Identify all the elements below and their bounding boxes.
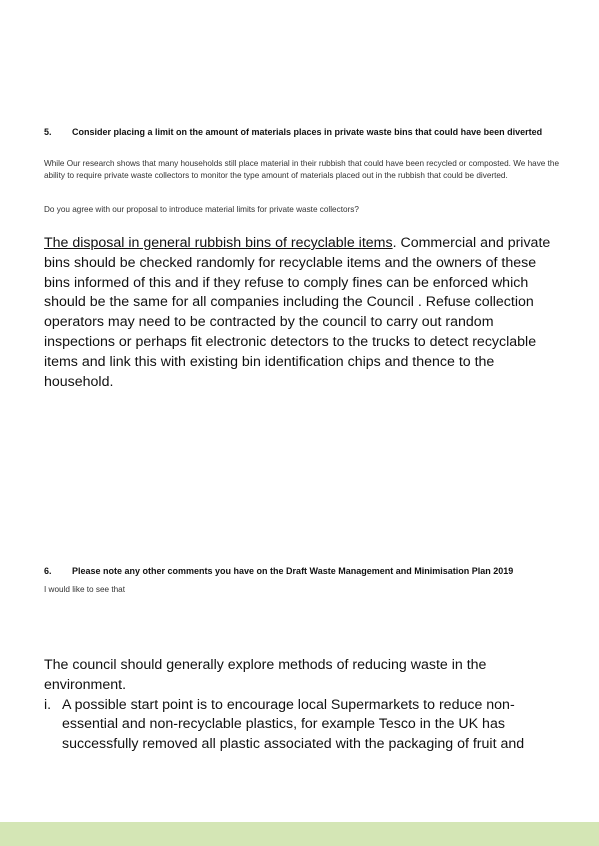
question-5-prompt: Do you agree with our proposal to introduce material limits for private waste collectors? (44, 205, 359, 214)
question-6-answer-intro: The council should generally explore methods of reducing waste in the environment. (44, 657, 487, 693)
question-5-answer-underlined: The disposal in general rubbish bins of recyclable items (44, 235, 393, 251)
question-5-heading (44, 126, 544, 138)
question-6-heading (44, 565, 544, 577)
question-5-title: Consider placing a limit on the amount of materials places in private waste bins that could have been diverted (72, 127, 543, 137)
question-6-answer[interactable] (44, 656, 564, 755)
question-5-number: 5. (44, 127, 52, 137)
question-5-answer-rest: . Commercial and private bins should be checked randomly for recyclable items and the owners of these bins informed of this and if they refuse to comply fines can be enforced which should be the same for all companies including the Council . Refuse collection operators may need to be contracted by the council to carry out random inspections or perhaps fit electronic detectors to the trucks to detect recyclable items and link this with existing bin identification chips and thence to the household. (44, 235, 551, 390)
list-item (44, 696, 564, 755)
question-5-answer[interactable] (44, 234, 564, 392)
question-6-number: 6. (44, 566, 52, 576)
question-6-title: Please note any other comments you have on the Draft Waste Management and Minimisation Plan 2019 (72, 566, 514, 576)
list-item-text: A possible start point is to encourage local Supermarkets to reduce non-essential and non-recyclable plastics, for example Tesco in the UK has successfully removed all plastic associated with the packaging of fruit and (62, 696, 525, 753)
question-6-prompt: I would like to see that (44, 585, 126, 594)
list-marker: i. (44, 696, 52, 713)
question-5-context: While Our research shows that many households still place material in their rubbish that could have been recycled or composted. We have the ability to require private waste collectors to monitor the type amount of materials placed out in the rubbish that could be diverted. (44, 159, 560, 180)
footer-band (0, 822, 599, 846)
